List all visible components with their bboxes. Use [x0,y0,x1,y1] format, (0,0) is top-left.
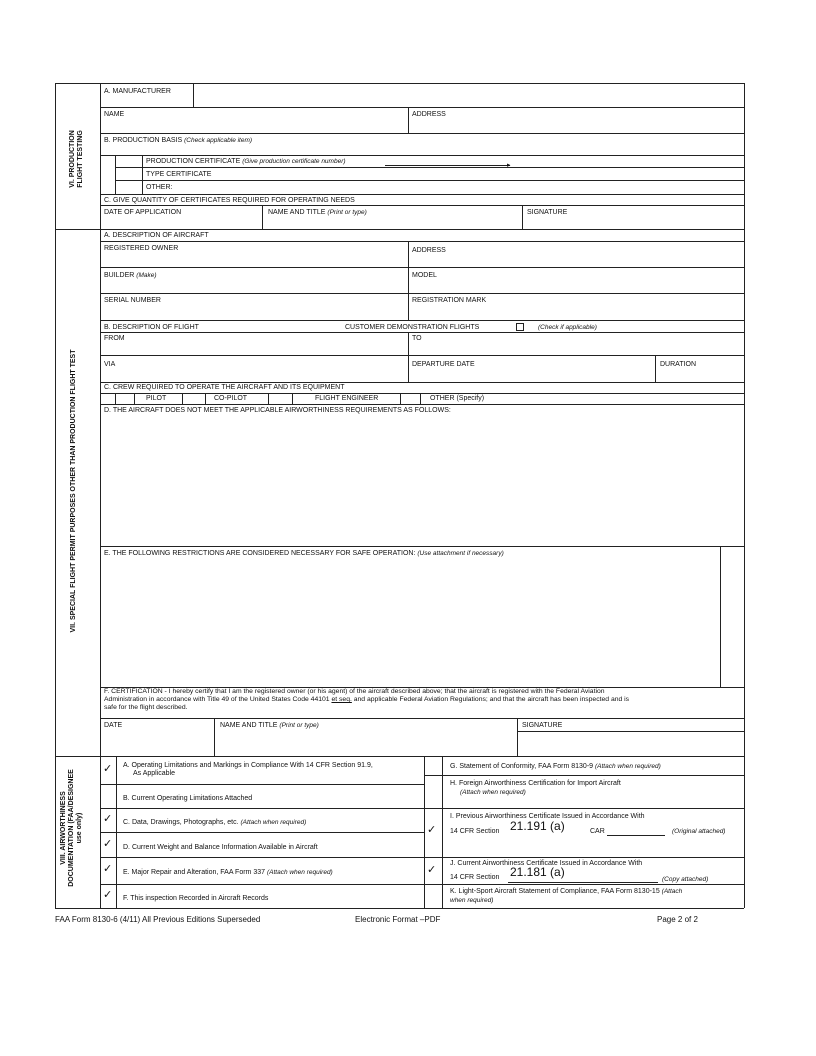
item-i-check-icon: ✓ [427,823,437,836]
customer-demo-label: CUSTOMER DEMONSTRATION FLIGHTS [345,324,480,331]
check-if-applicable-note: (Check if applicable) [538,324,597,331]
item-j-label: J. Current Airworthiness Certificate Issued in Accordance With [450,860,643,867]
not-meet-label: D. THE AIRCRAFT DOES NOT MEET THE APPLICABLE AIRWORTHINESS REQUIREMENTS AS FOLLOWS: [104,407,451,414]
registered-owner-label: REGISTERED OWNER [104,245,179,252]
flight-engineer-label: FLIGHT ENGINEER [315,395,379,402]
item-j-copy-attached: (Copy attached) [662,876,709,883]
item-d-check-icon: ✓ [103,837,113,850]
item-k-note: when required) [450,897,494,904]
item-i-car-label: CAR [590,828,605,835]
name-title-label: NAME AND TITLE (Print or type) [268,209,367,216]
description-flight-label: B. DESCRIPTION OF FLIGHT [104,324,199,331]
item-c-label: C. Data, Drawings, Photographs, etc. (Attach when required) [123,819,307,826]
other-specify-label: OTHER (Specify) [430,395,485,402]
quantity-label: C. GIVE QUANTITY OF CERTIFICATES REQUIRED FOR OPERATING NEEDS [104,197,355,204]
cert-name-title-label: NAME AND TITLE (Print or type) [220,722,319,729]
item-i-cfr-value[interactable]: 21.191 (a) [510,819,565,833]
restrictions-label: E. THE FOLLOWING RESTRICTIONS ARE CONSIDERED NECESSARY FOR SAFE OPERATION: (Use attachment if necessary) [104,550,504,557]
model-label: MODEL [412,272,437,279]
item-b-label: B. Current Operating Limitations Attached [123,795,253,802]
manufacturer-label: A. MANUFACTURER [104,88,171,95]
builder-label: BUILDER (Make) [104,272,157,279]
item-j-check-icon: ✓ [427,863,437,876]
item-d-label: D. Current Weight and Balance Information Available in Aircraft [123,844,318,851]
item-e-label: E. Major Repair and Alteration, FAA Form 337 (Attach when required) [123,869,333,876]
via-label: VIA [104,361,116,368]
description-aircraft-label: A. DESCRIPTION OF AIRCRAFT [104,232,209,239]
cert-signature-label: SIGNATURE [522,722,563,729]
section8-side-label: VIII. AIRWORTHINESS DOCUMENTATION (FAA/DESIGNEE use only) [60,769,83,887]
production-certificate-label: PRODUCTION CERTIFICATE (Give production certificate number) [146,158,346,165]
item-a-label-2: As Applicable [133,770,176,777]
customer-demo-checkbox[interactable] [516,323,524,331]
section6-side-label: VI. PRODUCTION FLIGHT TESTING [69,130,84,188]
item-c-check-icon: ✓ [103,812,113,825]
crew-required-label: C. CREW REQUIRED TO OPERATE THE AIRCRAFT AND ITS EQUIPMENT [104,384,345,391]
form-id: FAA Form 8130-6 (4/11) All Previous Editions Superseded [55,915,261,924]
production-basis-label: B. PRODUCTION BASIS (Check applicable item) [104,137,253,144]
item-f-label: F. This inspection Recorded in Aircraft Records [123,895,269,902]
cert-date-label: DATE [104,722,123,729]
co-pilot-label: CO-PILOT [214,395,248,402]
item-f-check-icon: ✓ [103,888,113,901]
from-label: FROM [104,335,125,342]
address-label: ADDRESS [412,111,446,118]
item-k-label: K. Light-Sport Aircraft Statement of Compliance, FAA Form 8130-15 (Attach [450,888,683,895]
item-i-cfr-label: 14 CFR Section [450,828,500,835]
format-label: Electronic Format –PDF [355,915,441,924]
arrow-right-icon: ▸ [507,162,511,169]
item-i-label: I. Previous Airworthiness Certificate Issued in Accordance With [450,813,645,820]
item-i-original-attached: (Original attached) [672,828,726,835]
item-g-label: G. Statement of Conformity, FAA Form 8130-9 (Attach when required) [450,763,661,770]
pilot-label: PILOT [146,395,167,402]
page-number: Page 2 of 2 [657,915,698,924]
item-j-cfr-value[interactable]: 21.181 (a) [510,865,565,879]
date-of-application-label: DATE OF APPLICATION [104,209,182,216]
departure-date-label: DEPARTURE DATE [412,361,475,368]
serial-number-label: SERIAL NUMBER [104,297,161,304]
item-h-note: (Attach when required) [460,789,526,796]
signature-label: SIGNATURE [527,209,568,216]
item-a-check-icon: ✓ [103,762,113,775]
other-label: OTHER: [146,184,173,191]
item-a-label: A. Operating Limitations and Markings in Compliance With 14 CFR Section 91.9, [123,762,373,769]
duration-label: DURATION [660,361,697,368]
registration-mark-label: REGISTRATION MARK [412,297,487,304]
to-label: TO [412,335,422,342]
item-j-cfr-label: 14 CFR Section [450,874,500,881]
item-e-check-icon: ✓ [103,862,113,875]
owner-address-label: ADDRESS [412,247,446,254]
section7-side-label: VII. SPECIAL FLIGHT PERMIT PURPOSES OTHER THAN PRODUCTION FLIGHT TEST [70,349,77,633]
item-h-label: H. Foreign Airworthiness Certification for Import Aircraft [450,780,621,787]
name-label: NAME [104,111,125,118]
type-certificate-label: TYPE CERTIFICATE [146,171,212,178]
certification-text: F. CERTIFICATION - I hereby certify that I am the registered owner (or his agent) of the aircraft described above; that the aircraft is registered with the Federal Aviation Administration in accordance with Title 49 of the United States Code 44101 et seq. and applicable Federal Aviation Regulations; and that the aircraft has been inspected and is safe for the flight described. [104,688,630,711]
